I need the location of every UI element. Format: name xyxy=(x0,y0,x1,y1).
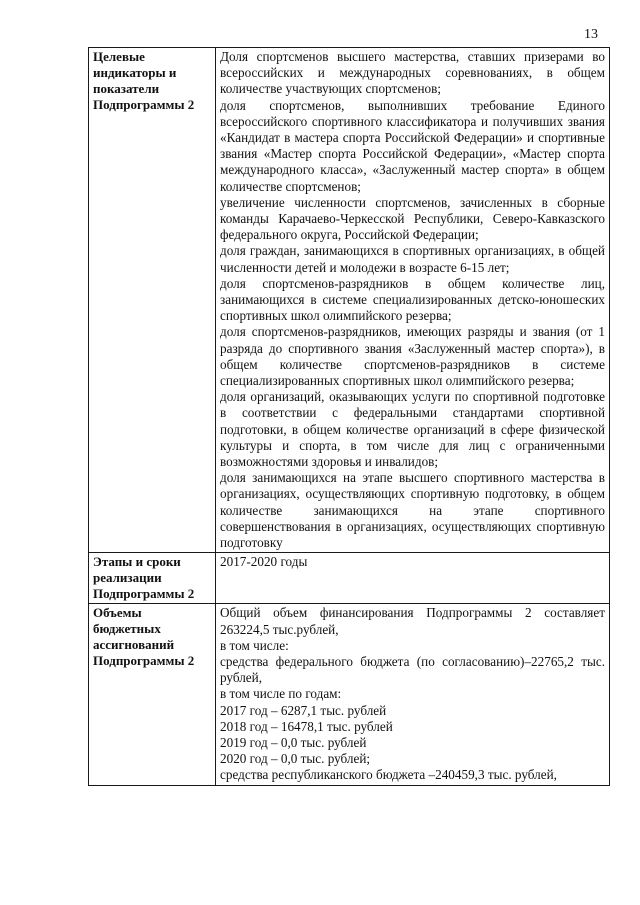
table-row xyxy=(89,553,610,604)
indicator-paragraph: доля занимающихся на этапе высшего спортивного мастерства в организациях, осуществляющих спортивную подготовку, в общем количестве занимающихся на этапе спортивного совершенствования в организациях, осуществляющих спортивную подготовку xyxy=(220,470,605,551)
row-label-budget-allocations: Объемы бюджетных ассигнований Подпрограммы 2 xyxy=(89,604,216,785)
table-row xyxy=(89,48,610,553)
funding-line: в том числе: xyxy=(220,637,289,653)
row-content-target-indicators xyxy=(216,48,610,553)
indicator-paragraph: доля граждан, занимающихся в спортивных организациях, в общей численности детей и молодежи в возрасте 6-15 лет; xyxy=(220,243,605,275)
funding-year-line: 2019 год – 0,0 тыс. рублей xyxy=(220,734,367,750)
funding-year-line: 2020 год – 0,0 тыс. рублей; xyxy=(220,751,371,767)
indicator-paragraph: доля спортсменов-разрядников, имеющих разряды и звания (от 1 разряда до спортивного звания «Заслуженный мастер спорта»), в общем количестве спортсменов-разрядников в системе специализированных спортивных школ олимпийского резерва; xyxy=(220,324,605,389)
page-number: 13 xyxy=(584,27,598,42)
funding-line: в том числе по годам: xyxy=(220,686,342,702)
funding-line: Общий объем финансирования Подпрограммы 2 составляет 263224,5 тыс.рублей, xyxy=(220,605,605,637)
subprogram-passport-table xyxy=(88,47,610,786)
funding-year-line: 2018 год – 16478,1 тыс. рублей xyxy=(220,718,393,734)
indicator-paragraph: доля спортсменов-разрядников в общем количестве лиц, занимающихся в системе специализированных детско-юношеских спортивных школ олимпийского резерва; xyxy=(220,275,605,324)
row-label-target-indicators: Целевые индикаторы и показатели Подпрограммы 2 xyxy=(89,48,216,553)
table-row xyxy=(89,604,610,785)
indicator-paragraph: Доля спортсменов высшего мастерства, ставших призерами во всероссийских и международных соревнованиях, в общем количестве участвующих спортсменов; xyxy=(220,49,605,97)
indicator-paragraph: увеличение численности спортсменов, зачисленных в сборные команды Карачаево-Черкесской Республики, Северо-Кавказского федерального округа, Российской Федерации; xyxy=(220,194,605,243)
row-content-budget-allocations xyxy=(216,604,610,785)
indicator-paragraph: доля спортсменов, выполнивших требование Единого всероссийского спортивного классификатора и получивших звания «Кандидат в мастера спорта Российской Федерации» и спортивные звания «Мастер спорта Российской Федерации», «Мастер спорта международного класса», «Заслуженный мастер спорта» в общем количестве спортсменов; xyxy=(220,97,605,194)
funding-line: средства федерального бюджета (по согласованию)–22765,2 тыс. рублей, xyxy=(220,653,605,686)
implementation-period: 2017-2020 годы xyxy=(220,554,308,570)
row-content-stages-and-terms xyxy=(216,553,610,604)
funding-line: средства республиканского бюджета –240459,3 тыс. рублей, xyxy=(220,767,557,783)
funding-year-line: 2017 год – 6287,1 тыс. рублей xyxy=(220,702,387,718)
indicator-paragraph: доля организаций, оказывающих услуги по спортивной подготовке в соответствии с федеральными стандартами спортивной подготовки, в общем количестве организаций в сфере физической культуры и спорта, в том числе для лиц с ограниченными возможностями здоровья и инвалидов; xyxy=(220,389,605,470)
row-label-stages-and-terms: Этапы и сроки реализации Подпрограммы 2 xyxy=(89,553,216,604)
